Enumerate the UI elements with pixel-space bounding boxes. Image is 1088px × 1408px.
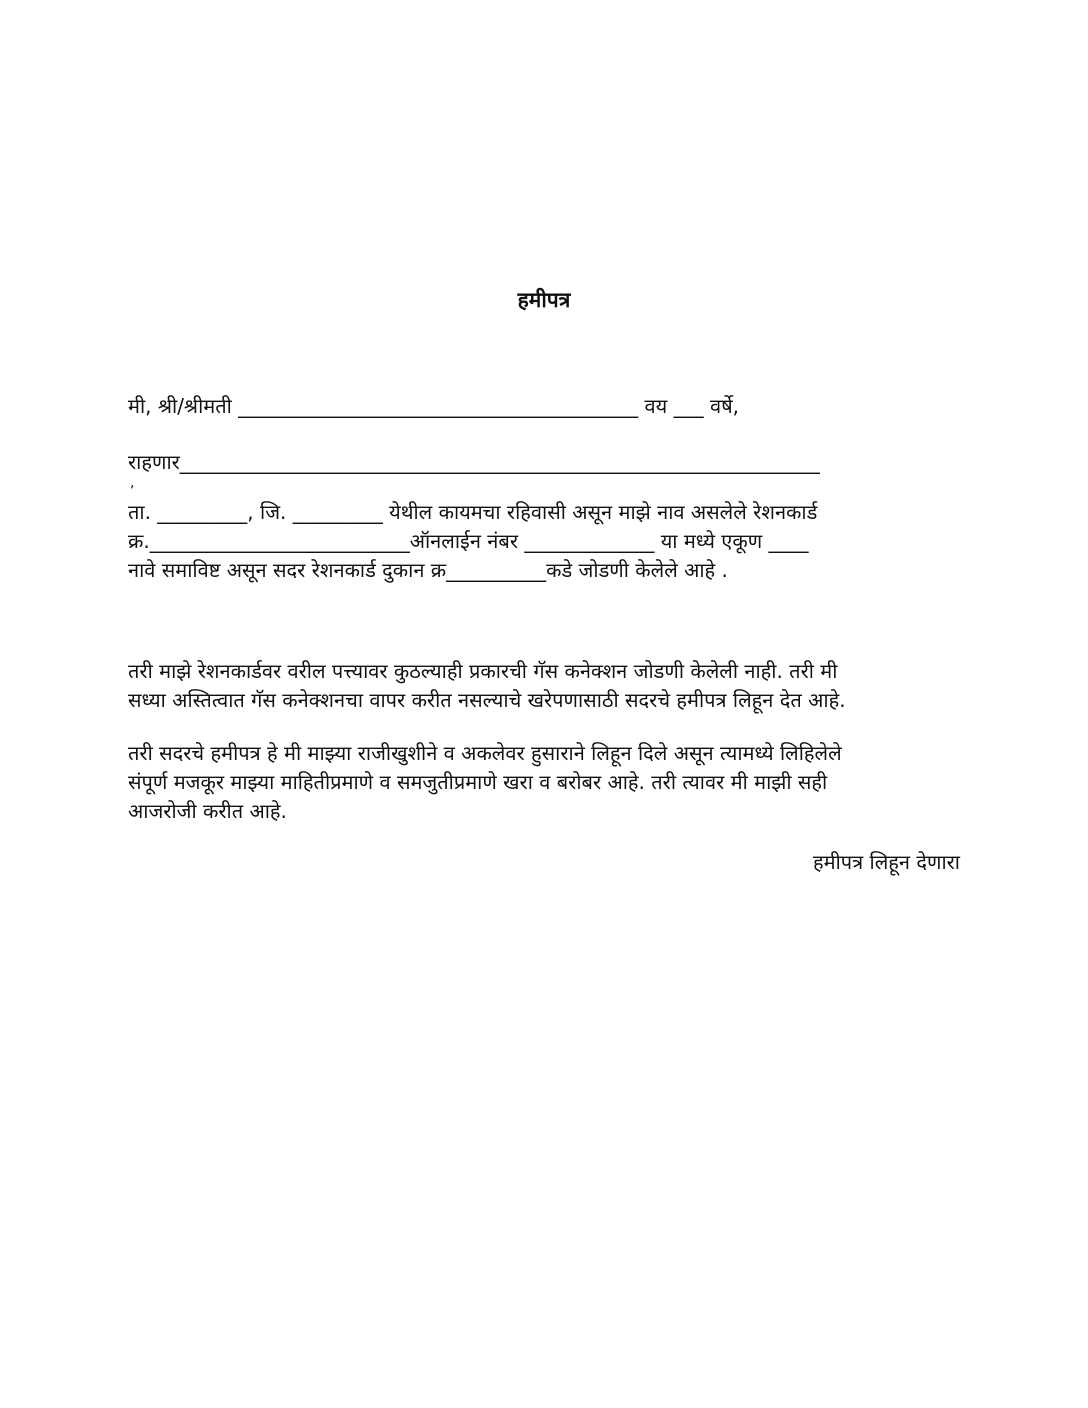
declaration-line-taluka: ता. _________, जि. _________ येथील कायमचा रहिवासी असून माझे नाव असलेले रेशनकार्ड xyxy=(128,500,818,524)
declaration-line-shop: नावे समाविष्ट असून सदर रेशनकार्ड दुकान क्र__________कडे जोडणी केलेले आहे . xyxy=(128,558,728,582)
signature-label: हमीपत्र लिहून देणारा xyxy=(813,850,960,874)
paragraph-1-line-1: तरी माझे रेशनकार्डवर वरील पत्त्यावर कुठल्याही प्रकारची गॅस कनेक्शन जोडणी केलेली नाही. तरी मी xyxy=(128,659,838,683)
declaration-line-card-number: क्र.__________________________ऑनलाईन नंबर _____________ या मध्ये एकूण ____ xyxy=(128,529,809,553)
paragraph-2-line-2: संपूर्ण मजकूर माझ्या माहितीप्रमाणे व समजुतीप्रमाणे खरा व बरोबर आहे. तरी त्यावर मी माझी सही xyxy=(128,770,828,794)
declaration-line-address: राहणार________________________________________________________________ xyxy=(128,450,820,474)
paragraph-1-line-2: सध्या अस्तित्वात गॅस कनेक्शनचा वापर करीत नसल्याचे खरेपणासाठी सदरचे हमीपत्र लिहून देत आहे. xyxy=(128,688,846,712)
declaration-line-comma: , xyxy=(130,475,135,491)
document-title: हमीपत्र xyxy=(517,288,571,312)
paragraph-2-line-1: तरी सदरचे हमीपत्र हे मी माझ्या राजीखुशीने व अकलेवर हुसाराने लिहून दिले असून त्यामध्ये लिहिलेले xyxy=(128,741,842,765)
paragraph-2-line-3: आजरोजी करीत आहे. xyxy=(128,799,287,823)
declaration-line-name: मी, श्री/श्रीमती ________________________________________ वय ___ वर्षे, xyxy=(128,394,740,418)
